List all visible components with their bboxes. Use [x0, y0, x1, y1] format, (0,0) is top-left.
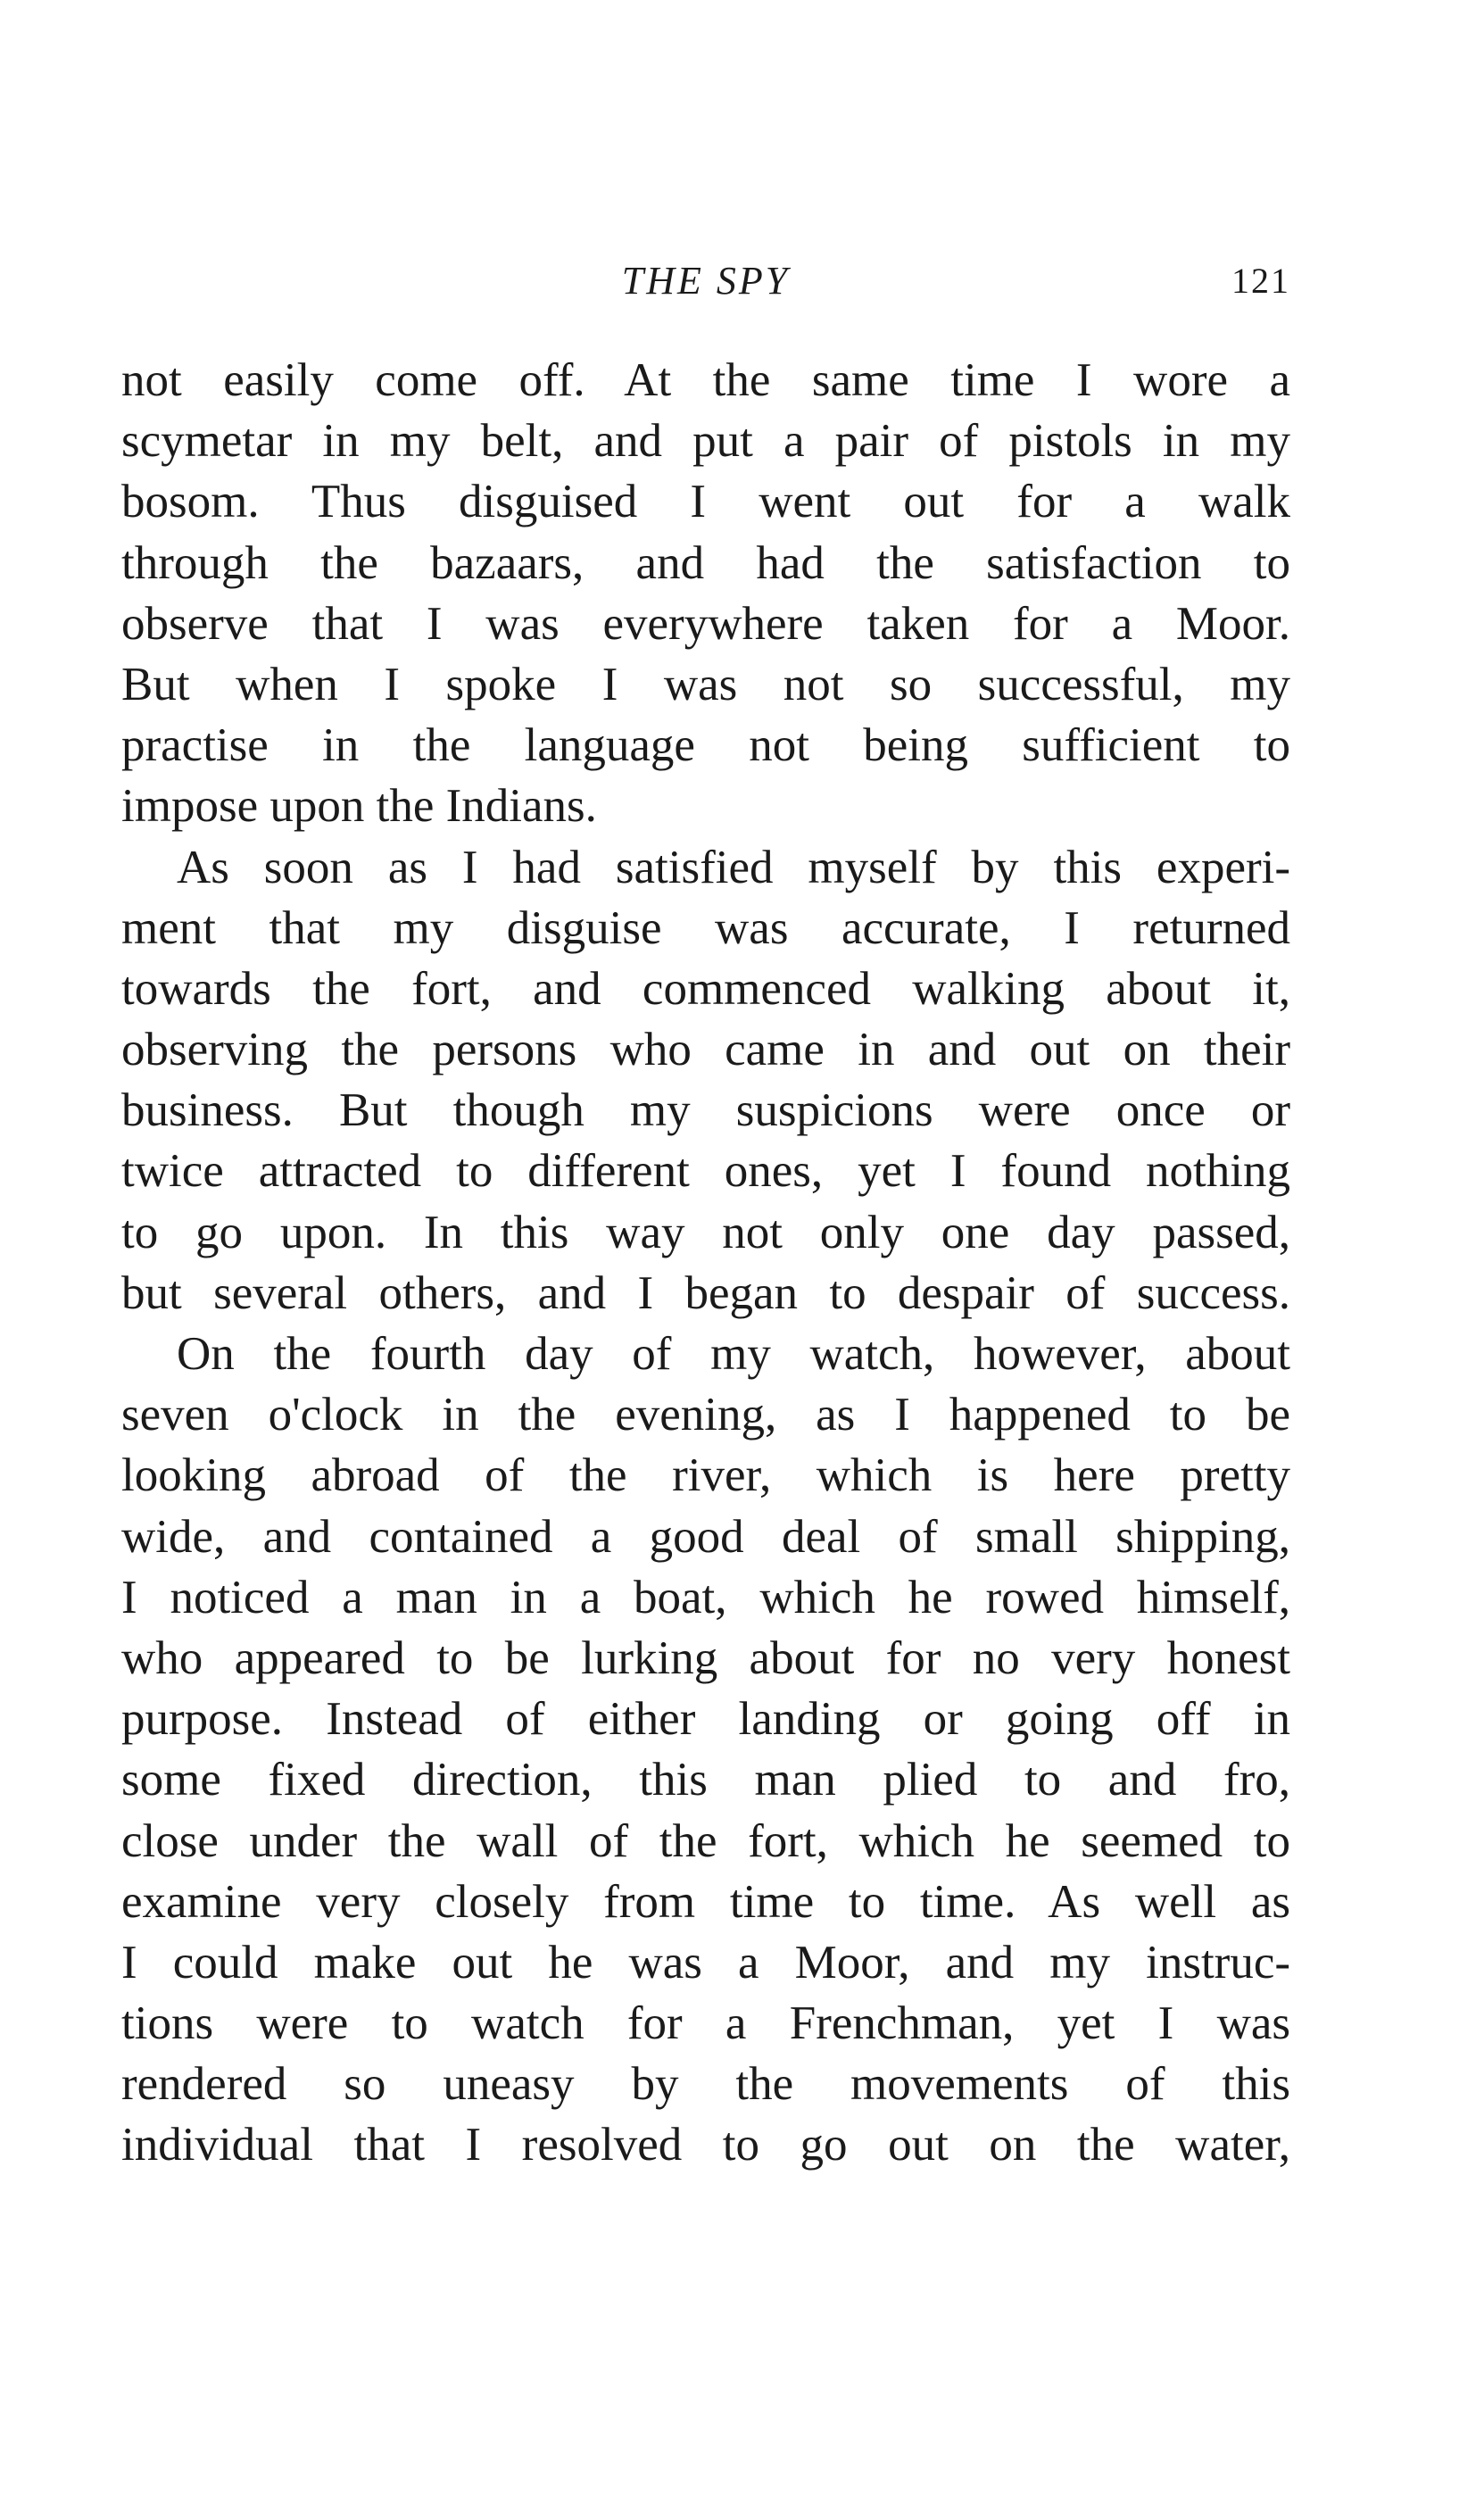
- text-line: to go upon. In this way not only one day passed,: [121, 1206, 1290, 1258]
- text-line: But when I spoke I was not so successful, my: [121, 658, 1290, 710]
- text-line: but several others, and I began to despair of success.: [121, 1266, 1290, 1319]
- text-line: seven o'clock in the evening, as I happened to be: [121, 1389, 1290, 1441]
- text-line: who appeared to be lurking about for no very honest: [121, 1631, 1290, 1684]
- text-line: bosom. Thus disguised I went out for a walk: [121, 476, 1290, 528]
- text-line: close under the wall of the fort, which he seemed to: [121, 1814, 1290, 1867]
- text-line: looking abroad of the river, which is here pretty: [121, 1449, 1290, 1502]
- text-line: examine very closely from time to time. As well as: [121, 1875, 1290, 1928]
- text-line: towards the fort, and commenced walking about it,: [121, 962, 1290, 1015]
- text-line: wide, and contained a good deal of small shipping,: [121, 1510, 1290, 1563]
- text-line: not easily come off. At the same time I wore a: [121, 354, 1290, 406]
- text-line: On the fourth day of my watch, however, about: [177, 1328, 1290, 1380]
- text-line: tions were to watch for a Frenchman, yet I was: [121, 1997, 1290, 2050]
- page-number: 121: [1231, 261, 1290, 301]
- text-line: I noticed a man in a boat, which he rowed himself,: [121, 1571, 1290, 1623]
- text-line: business. But though my suspicions were once or: [121, 1084, 1290, 1137]
- text-line: scymetar in my belt, and put a pair of pistols in my: [121, 415, 1290, 468]
- text-line: rendered so uneasy by the movements of this: [121, 2058, 1290, 2111]
- text-line: As soon as I had satisfied myself by this experi-: [177, 841, 1290, 893]
- text-line: ment that my disguise was accurate, I returned: [121, 901, 1290, 954]
- text-line: individual that I resolved to go out on the water,: [121, 2119, 1290, 2171]
- text-line: observing the persons who came in and out on their: [121, 1024, 1290, 1076]
- text-line: impose upon the Indians.: [121, 780, 597, 833]
- text-line: observe that I was everywhere taken for a Moor.: [121, 597, 1290, 650]
- text-line: I could make out he was a Moor, and my instruc-: [121, 1936, 1290, 1988]
- body-text: [121, 350, 1290, 2176]
- text-line: practise in the language not being sufficient to: [121, 719, 1290, 772]
- text-line: some fixed direction, this man plied to and fro,: [121, 1754, 1290, 1806]
- text-line: through the bazaars, and had the satisfaction to: [121, 536, 1290, 589]
- running-title: THE SPY: [621, 259, 791, 303]
- running-head: [121, 254, 1290, 308]
- text-line: twice attracted to different ones, yet I found nothing: [121, 1145, 1290, 1198]
- text-line: purpose. Instead of either landing or going off in: [121, 1693, 1290, 1746]
